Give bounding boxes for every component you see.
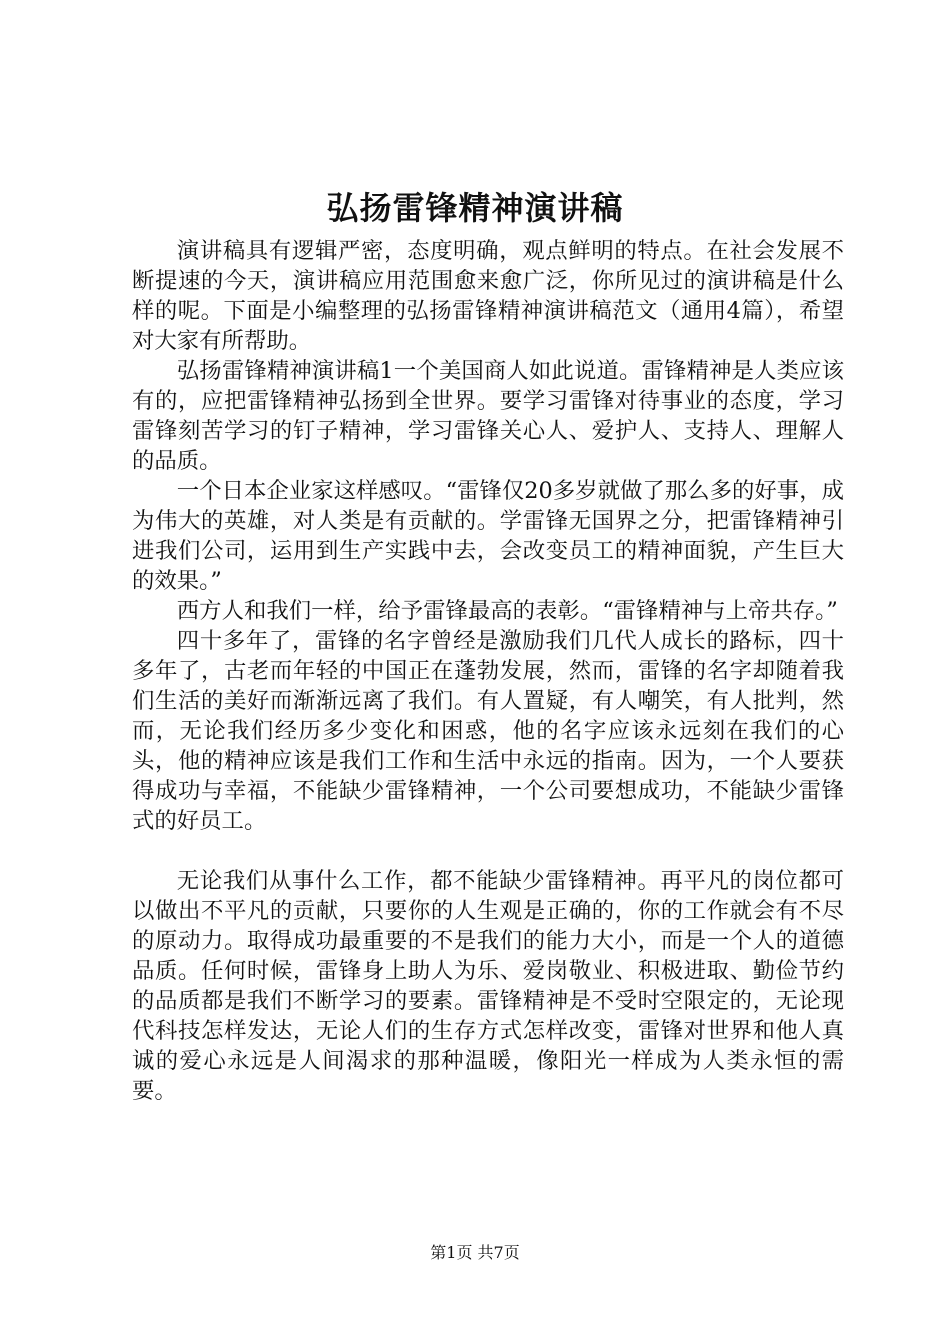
document-title: 弘扬雷锋精神演讲稿 bbox=[326, 189, 624, 227]
paragraph-american-merchant: 弘扬雷锋精神演讲稿1一个美国商人如此说道。雷锋精神是人类应该有的，应把雷锋精神弘扬到全世界。要学习雷锋对待事业的态度，学习雷锋刻苦学习的钉子精神，学习雷锋关心人、爱护人、支持人、理解人的品质。 bbox=[132, 358, 844, 474]
paragraph-japanese-entrepreneur: 一个日本企业家这样感叹。“雷锋仅20多岁就做了那么多的好事，成为伟大的英雄，对人类是有贡献的。学雷锋无国界之分，把雷锋精神引进我们公司，运用到生产实践中去，会改变员工的精神面貌，产生巨大的效果。” bbox=[132, 478, 844, 594]
paragraph-forty-years: 四十多年了，雷锋的名字曾经是激励我们几代人成长的路标，四十多年了，古老而年轻的中国正在蓬勃发展，然而，雷锋的名字却随着我们生活的美好而渐渐远离了我们。有人置疑，有人嘲笑，有人批判，然而，无论我们经历多少变化和困惑，他的名字应该永远刻在我们的心头，他的精神应该是我们工作和生活中永远的指南。因为，一个人要获得成功与幸福，不能缺少雷锋精神，一个公司要想成功，不能缺少雷锋式的好员工。 bbox=[132, 628, 844, 834]
document-body bbox=[132, 236, 844, 1106]
paragraph-any-job: 无论我们从事什么工作，都不能缺少雷锋精神。再平凡的岗位都可以做出不平凡的贡献，只要你的人生观是正确的，你的工作就会有不尽的原动力。取得成功最重要的不是我们的能力大小，而是一个人的道德品质。任何时候，雷锋身上助人为乐、爱岗敬业、积极进取、勤俭节约的品质都是我们不断学习的要素。雷锋精神是不受时空限定的，无论现代科技怎样发达，无论人们的生存方式怎样改变，雷锋对世界和他人真诚的爱心永远是人间渴求的那种温暖，像阳光一样成为人类永恒的需要。 bbox=[132, 868, 844, 1104]
page-number-footer: 第1页 共7页 bbox=[430, 1243, 520, 1262]
paragraph-western-praise: 西方人和我们一样，给予雷锋最高的表彰。“雷锋精神与上帝共存。” bbox=[176, 598, 838, 624]
paragraph-spacer bbox=[132, 836, 844, 866]
paragraph-intro: 演讲稿具有逻辑严密，态度明确，观点鲜明的特点。在社会发展不断提速的今天，演讲稿应用范围愈来愈广泛，你所见过的演讲稿是什么样的呢。下面是小编整理的弘扬雷锋精神演讲稿范文（通用4篇），希望对大家有所帮助。 bbox=[132, 238, 844, 354]
